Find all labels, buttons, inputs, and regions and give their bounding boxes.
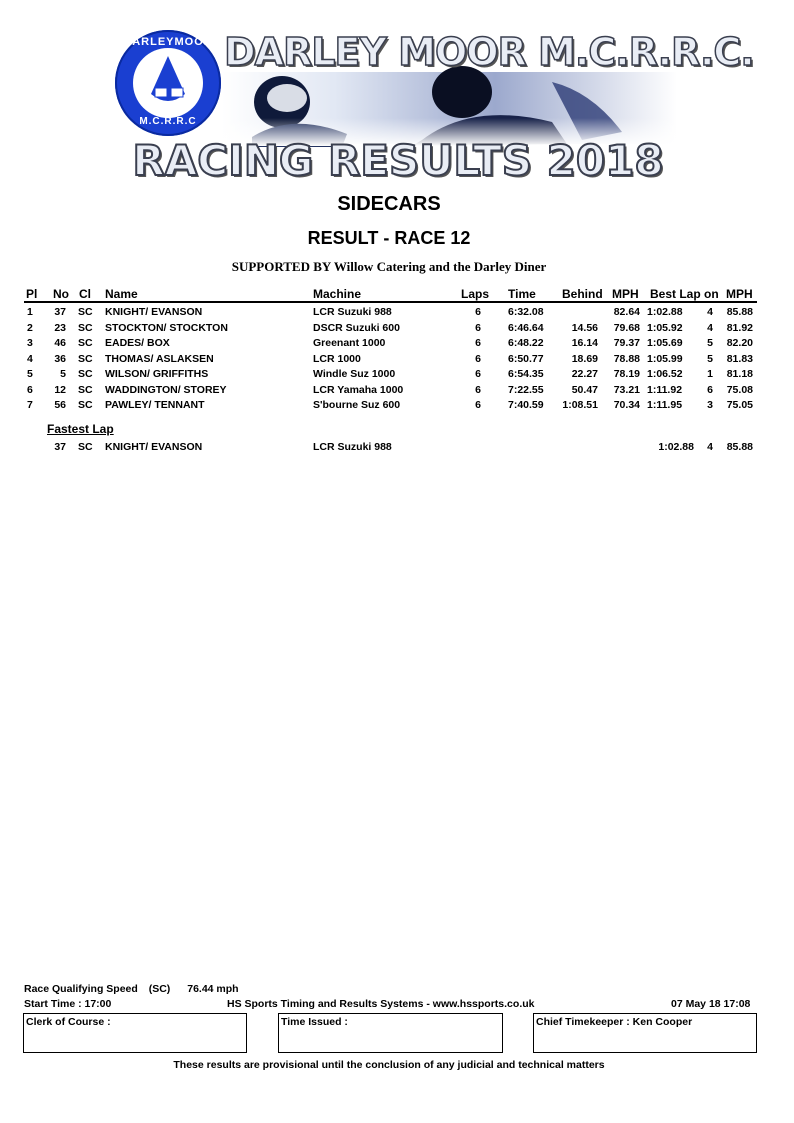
logo-emblem — [133, 48, 203, 118]
cell-mph: 79.37 — [613, 337, 640, 349]
cell-best-lap-on: 5 — [707, 352, 713, 365]
cell-best-lap: 1:06.52 — [647, 368, 683, 380]
cell-name: EADES/ BOX — [105, 337, 170, 349]
cell-number: 12 — [54, 383, 66, 396]
cell-place: 1 — [27, 306, 33, 318]
cell-mph: 82.64 — [613, 306, 640, 318]
cell-machine: DSCR Suzuki 600 — [313, 321, 400, 334]
cell-laps: 6 — [475, 368, 481, 380]
logo-text-bottom: M.C.R.R.C — [139, 116, 197, 127]
cell-time: 6:48.22 — [508, 337, 544, 349]
cell-number: 36 — [54, 352, 66, 365]
cell-name: PAWLEY/ TENNANT — [105, 399, 205, 411]
cell-class: SC — [78, 352, 93, 365]
timekeeper-box — [533, 1013, 757, 1053]
col-header-machine: Machine — [313, 287, 362, 301]
clerk-box — [23, 1013, 247, 1053]
cell-class: SC — [78, 399, 93, 411]
col-header-best-lap: Best Lap on — [650, 287, 719, 301]
cell-time: 7:40.59 — [508, 399, 544, 411]
fastest-lap-mph: 85.88 — [726, 441, 753, 453]
banner-title: DARLEY MOOR M.C.R.R.C. — [224, 30, 754, 74]
cell-class: SC — [78, 306, 93, 318]
col-header-number: No — [53, 287, 69, 301]
timekeeper-label: Chief Timekeeper : Ken Cooper — [536, 1016, 693, 1028]
cell-best-mph: 75.05 — [726, 399, 753, 411]
timing-system: HS Sports Timing and Results Systems - www.hssports.co.uk — [227, 998, 535, 1010]
cell-best-lap-on: 5 — [707, 337, 713, 349]
cell-number: 46 — [54, 337, 66, 349]
cell-place: 6 — [27, 383, 33, 396]
cell-machine: LCR 1000 — [313, 352, 361, 365]
cell-place: 2 — [27, 321, 33, 334]
cell-laps: 6 — [475, 352, 481, 365]
cell-behind: 16.14 — [571, 337, 598, 349]
cell-mph: 73.21 — [613, 383, 640, 396]
qualifying-label: Race Qualifying Speed — [24, 983, 138, 995]
cell-machine: LCR Suzuki 988 — [313, 306, 392, 318]
col-header-name: Name — [105, 287, 138, 301]
cell-class: SC — [78, 337, 93, 349]
fastest-lap-machine: LCR Suzuki 988 — [313, 441, 392, 453]
cell-place: 5 — [27, 368, 33, 380]
cell-best-lap-on: 6 — [707, 383, 713, 396]
logo-text-top: DARLEYMOOR — [123, 36, 213, 48]
cell-class: SC — [78, 321, 93, 334]
time-issued-box — [278, 1013, 503, 1053]
shield-icon — [133, 48, 203, 118]
cell-laps: 6 — [475, 383, 481, 396]
cell-place: 7 — [27, 399, 33, 411]
cell-name: WADDINGTON/ STOREY — [105, 383, 227, 396]
cell-machine: Windle Suz 1000 — [313, 368, 396, 380]
cell-behind: 14.56 — [571, 321, 598, 334]
cell-number: 37 — [54, 306, 66, 318]
cell-mph: 70.34 — [613, 399, 640, 411]
cell-machine: S'bourne Suz 600 — [313, 399, 401, 411]
cell-name: STOCKTON/ STOCKTON — [105, 321, 228, 334]
cell-best-lap: 1:05.99 — [647, 352, 683, 365]
col-header-best-mph: MPH — [726, 287, 753, 301]
cell-number: 56 — [54, 399, 66, 411]
series-title: SIDECARS — [337, 193, 441, 215]
cell-best-mph: 81.83 — [726, 352, 753, 365]
cell-time: 7:22.55 — [508, 383, 544, 396]
cell-best-lap: 1:05.69 — [647, 337, 683, 349]
print-timestamp: 07 May 18 17:08 — [671, 998, 751, 1010]
fastest-lap-number: 37 — [54, 441, 66, 453]
col-header-class: Cl — [79, 287, 91, 301]
cell-class: SC — [78, 368, 93, 380]
cell-best-lap: 1:05.92 — [647, 321, 683, 334]
fastest-lap-time: 1:02.88 — [658, 441, 694, 453]
cell-name: KNIGHT/ EVANSON — [105, 306, 203, 318]
cell-place: 3 — [27, 337, 33, 349]
cell-time: 6:46.64 — [508, 321, 544, 334]
cell-behind: 18.69 — [571, 352, 598, 365]
clerk-label: Clerk of Course : — [26, 1016, 111, 1028]
cell-behind: 1:08.51 — [562, 399, 598, 411]
disclaimer: These results are provisional until the conclusion of any judicial and technical matters — [173, 1059, 605, 1071]
cell-place: 4 — [27, 352, 33, 365]
cell-number: 5 — [60, 368, 66, 380]
cell-behind: 22.27 — [571, 368, 598, 380]
cell-mph: 78.88 — [613, 352, 640, 365]
cell-name: THOMAS/ ASLAKSEN — [105, 352, 214, 365]
cell-best-lap-on: 4 — [707, 321, 713, 334]
cell-behind: 50.47 — [571, 383, 598, 396]
qualifying-speed — [24, 983, 239, 995]
sponsor-line: SUPPORTED BY Willow Catering and the Darley Diner — [231, 259, 547, 274]
cell-time: 6:50.77 — [508, 352, 544, 365]
cell-time: 6:32.08 — [508, 306, 544, 318]
cell-best-mph: 75.08 — [726, 383, 753, 396]
fastest-lap-on: 4 — [707, 441, 713, 453]
race-title: RESULT - RACE 12 — [307, 228, 471, 248]
col-header-place: Pl — [26, 287, 38, 301]
start-time: Start Time : 17:00 — [24, 998, 112, 1010]
fastest-lap-title: Fastest Lap — [47, 422, 114, 436]
cell-best-mph: 82.20 — [726, 337, 753, 349]
cell-laps: 6 — [475, 337, 481, 349]
cell-best-lap-on: 4 — [707, 306, 713, 318]
col-header-behind: Behind — [562, 287, 603, 301]
cell-best-lap-on: 1 — [707, 368, 713, 380]
col-header-time: Time — [508, 287, 536, 301]
cell-mph: 79.68 — [613, 321, 640, 334]
cell-best-mph: 81.92 — [726, 321, 753, 334]
cell-best-mph: 85.88 — [726, 306, 753, 318]
qualifying-class: (SC) — [148, 983, 171, 995]
cell-best-lap-on: 3 — [707, 399, 713, 411]
cell-best-lap: 1:02.88 — [647, 306, 683, 318]
cell-laps: 6 — [475, 321, 481, 334]
cell-number: 23 — [54, 321, 66, 334]
cell-time: 6:54.35 — [508, 368, 544, 380]
cell-class: SC — [78, 383, 93, 396]
qualifying-value: 76.44 mph — [187, 983, 239, 995]
cell-mph: 78.19 — [613, 368, 640, 380]
cell-name: WILSON/ GRIFFITHS — [105, 368, 209, 380]
cell-machine: Greenant 1000 — [313, 337, 386, 349]
cell-machine: LCR Yamaha 1000 — [313, 383, 404, 396]
fastest-lap-name: KNIGHT/ EVANSON — [105, 441, 203, 453]
banner-subtitle: RACING RESULTS 2018 — [132, 136, 664, 185]
header-divider — [24, 301, 757, 303]
cell-best-lap: 1:11.95 — [647, 399, 683, 411]
fastest-lap-class: SC — [78, 441, 93, 453]
col-header-laps: Laps — [461, 287, 490, 301]
cell-best-lap: 1:11.92 — [647, 383, 683, 396]
cell-best-mph: 81.18 — [726, 368, 753, 380]
col-header-mph: MPH — [612, 287, 639, 301]
cell-laps: 6 — [475, 399, 481, 411]
time-issued-label: Time Issued : — [281, 1016, 348, 1028]
cell-laps: 6 — [475, 306, 481, 318]
